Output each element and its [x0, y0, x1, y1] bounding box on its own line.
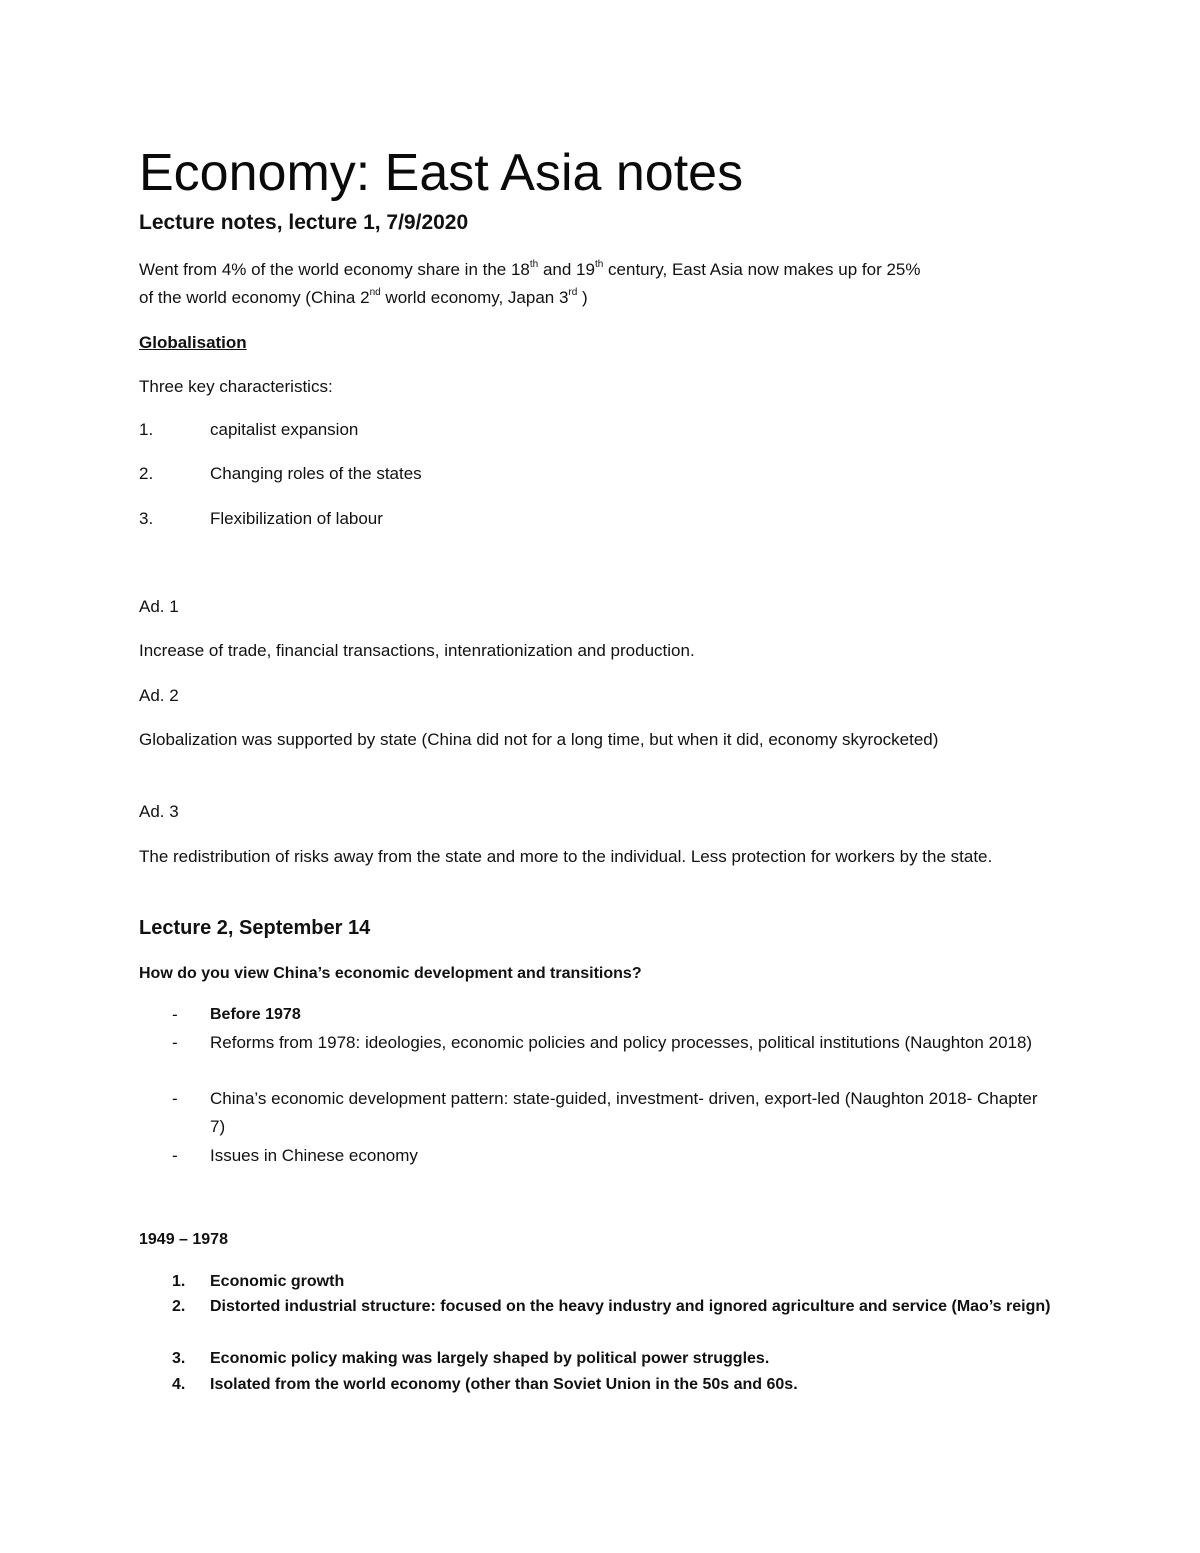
ad-3-label: Ad. 3 [139, 802, 179, 821]
list-text: Distorted industrial structure: focused on the heavy industry and ignored agriculture and service (Mao’s reign) [210, 1298, 1051, 1315]
list-item [139, 416, 358, 444]
bullet-dash: - [172, 1089, 178, 1108]
intro-sup-3: nd [369, 287, 381, 299]
ad-2-label: Ad. 2 [139, 686, 179, 705]
list-text: Isolated from the world economy (other than Soviet Union in the 50s and 60s. [210, 1376, 798, 1393]
intro-sup-1: th [529, 259, 539, 271]
intro-sup-2: th [594, 259, 604, 271]
bullet-dash: - [172, 1005, 178, 1024]
list-item [139, 460, 422, 488]
intro-text-6: ) [577, 288, 588, 307]
list-item [172, 1372, 1052, 1397]
intro-text-4: of the world economy (China 2 [139, 288, 370, 307]
bullet-dash: - [172, 1146, 178, 1165]
list-number: 1. [139, 420, 154, 439]
intro-text-3: century, East Asia now makes up for 25% [603, 260, 921, 279]
list-number: 3. [139, 509, 154, 528]
intro-text-2: and 19 [538, 260, 595, 279]
list-number: 1. [172, 1273, 186, 1290]
list-item [172, 1269, 1052, 1294]
list-text: Flexibilization of labour [210, 509, 383, 528]
lecture-1-heading: Lecture notes, lecture 1, 7/9/2020 [139, 211, 469, 234]
list-item [172, 1029, 1052, 1057]
list-text: Economic policy making was largely shaped by political power struggles. [210, 1350, 770, 1367]
list-text: Economic growth [210, 1273, 345, 1290]
lecture-2-heading: Lecture 2, September 14 [139, 917, 371, 939]
intro-paragraph [139, 256, 1069, 312]
ad-1-label: Ad. 1 [139, 597, 179, 616]
list-text: Reforms from 1978: ideologies, economic policies and policy processes, political institutions (Naughton 2018) [210, 1033, 1033, 1052]
ad-2-text: Globalization was supported by state (China did not for a long time, but when it did, economy skyrocketed) [139, 730, 939, 749]
list-item [172, 1346, 1052, 1371]
three-key-label: Three key characteristics: [139, 377, 333, 396]
intro-sup-4: rd [568, 287, 578, 299]
list-text: Issues in Chinese economy [210, 1146, 418, 1165]
bullet-dash: - [172, 1033, 178, 1052]
ad-1-text: Increase of trade, financial transactions, intenrationization and production. [139, 641, 695, 660]
list-item [172, 1001, 1052, 1029]
globalisation-heading: Globalisation [139, 333, 247, 352]
list-item [172, 1142, 1052, 1170]
list-number: 4. [172, 1376, 186, 1393]
list-text: Before 1978 [210, 1006, 301, 1023]
list-number: 3. [172, 1350, 186, 1367]
page-title: Economy: East Asia notes [139, 144, 744, 202]
list-item [172, 1294, 1052, 1319]
period-heading: 1949 – 1978 [139, 1231, 228, 1248]
list-text: capitalist expansion [210, 420, 359, 439]
intro-text-5: world economy, Japan 3 [380, 288, 569, 307]
list-item [172, 1085, 1052, 1141]
lecture-2-question: How do you view China’s economic development and transitions? [139, 965, 642, 982]
list-item [139, 505, 383, 533]
intro-text-1: Went from 4% of the world economy share in the 18 [139, 260, 530, 279]
ad-3-text: The redistribution of risks away from the state and more to the individual. Less protection for workers by the state. [139, 847, 993, 866]
list-number: 2. [172, 1298, 186, 1315]
list-text: China’s economic development pattern: state-guided, investment- driven, export-led (Naughton 2018- Chapter 7) [210, 1089, 1038, 1136]
list-number: 2. [139, 464, 154, 483]
list-text: Changing roles of the states [210, 464, 422, 483]
